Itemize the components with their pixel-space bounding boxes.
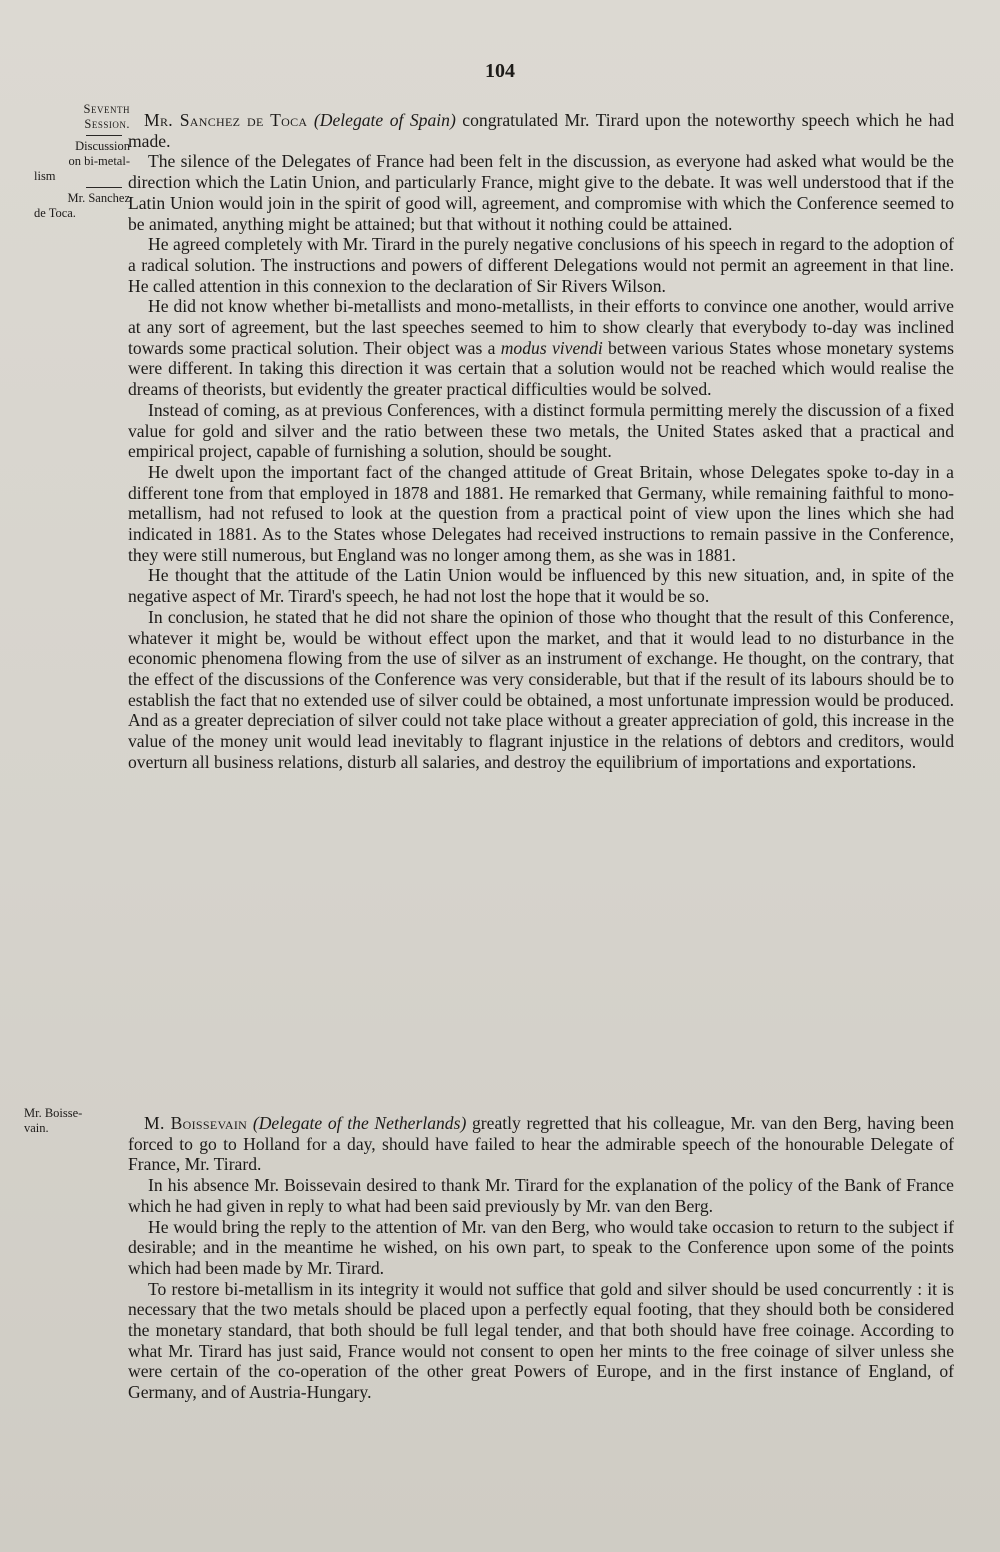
- paragraph-text: congratulated Mr. Tirard upon the noteworthy speech which he had made.: [128, 110, 954, 151]
- topic-note-line-3: lism: [34, 169, 56, 183]
- page-number: 104: [485, 60, 515, 82]
- paragraph-text: greatly regretted that his colleague, Mr. van den Berg, having been forced to go to Holland for a day, should have failed to hear the admirable speech of the honourable Delegate of France, Mr. Tirard.: [128, 1113, 954, 1175]
- margin-rule: [86, 135, 122, 136]
- paragraph: In conclusion, he stated that he did not share the opinion of those who thought that the result of this Conference, whatever it might be, would be without effect upon the market, and that it would lead to no disturbance in the economic phenomena flowing from the use of silver as an instrument of exchange. He thought, on the contrary, that the effect of the discussions of the Conference was very considerable, but that if the result of its labours should be to establish the fact that no extended use of silver could be obtained, a most unfortunate impression would be produced. And as a greater depreciation of silver could not take place without a greater appreciation of gold, this increase in the value of the money unit would lead inevitably to flagrant injustice in the relations of debtors and creditors, would overturn all business relations, disturb all salaries, and destroy the equilibrium of importations and exportations.: [128, 606, 954, 772]
- margin-notes-sanchez: [22, 102, 130, 223]
- paragraph: To restore bi-metallism in its integrity it would not suffice that gold and silver should be used concurrently : it is necessary that the two metals should be placed upon a perfectly equal footing, that they should both be considered the monetary standard, that both should be full legal tender, and that both should have free coinage. According to what Mr. Tirard has just said, France would not consent to open her mints to the free coinage of silver unless she were certain of the co-operation of the other great Powers of Europe, and in the first instance of England, of Germany, and of Austria-Hungary.: [128, 1278, 954, 1403]
- session-note: [22, 102, 130, 132]
- speaker-note-boissevain-line-2: vain.: [24, 1121, 49, 1135]
- topic-note-line-1: Discussion: [75, 139, 130, 153]
- session-note-line-1: Seventh: [83, 102, 130, 116]
- paragraph: The silence of the Delegates of France had been felt in the discussion, as everyone had asked what would be the direction which the Latin Union, and particularly France, might give to the debate. It was well understood that if the Latin Union would join in the spirit of good will, agreement, and compromise with which the Conference seemed to be animated, anything might be attained; but that without it nothing could be attained.: [128, 151, 954, 234]
- topic-note: [22, 139, 130, 184]
- paragraph: [128, 1113, 954, 1175]
- section-boissevain: [128, 1113, 954, 1403]
- paragraph-text: He did not know whether bi-metallists and mono-metallists, in their efforts to convince one another, would arrive at any sort of agreement, but the last speeches seemed to him to show clearly that everybody to-day was inclined towards some practical solution. Their object was a: [128, 296, 954, 358]
- paragraph: He would bring the reply to the attention of Mr. van den Berg, who would take occasion to return to the subject if desirable; and in the meantime he wished, on his own part, to speak to the Conference upon some of the points which had been made by Mr. Tirard.: [128, 1216, 954, 1278]
- speaker-role: (Delegate of Spain): [313, 110, 456, 130]
- speaker-note-boissevain: [24, 1106, 104, 1136]
- paragraph: He thought that the attitude of the Latin Union would be influenced by this new situation, and, in spite of the negative aspect of Mr. Tirard's speech, he had not lost the hope that it would be so.: [128, 565, 954, 607]
- italic-phrase: modus vivendi: [500, 337, 603, 358]
- paragraph-text: between various States whose monetary systems were different. In taking this direction it was certain that a solution would not be reached which would realise the dreams of theorists, but evidently the greater practical difficulties would be solved.: [128, 337, 955, 400]
- paragraph: [128, 296, 954, 400]
- topic-note-line-2: on bi-metal-: [68, 154, 130, 168]
- speaker-note-sanchez: [22, 191, 130, 221]
- speaker-note-sanchez-line-1: Mr. Sanchez: [67, 191, 130, 205]
- paragraph: Instead of coming, as at previous Conferences, with a distinct formula permitting merely the discussion of a fixed value for gold and silver and the ratio between these two metals, the United States asked that a practical and empirical project, capable of furnishing a solution, should be sought.: [128, 399, 954, 462]
- paragraph: In his absence Mr. Boissevain desired to thank Mr. Tirard for the explanation of the policy of the Bank of France which he had given in reply to what had been said previously by Mr. van den Berg.: [128, 1175, 954, 1216]
- speaker-note-sanchez-line-2: de Toca.: [34, 206, 76, 220]
- speaker-name: Mr. Sanchez de Toca: [144, 110, 308, 130]
- speaker-name: M. Boissevain: [144, 1113, 248, 1133]
- margin-rule: [86, 187, 122, 188]
- session-note-line-2: Session.: [84, 117, 130, 131]
- paragraph: [128, 110, 954, 151]
- speaker-role: (Delegate of the Netherlands): [252, 1113, 467, 1133]
- section-sanchez: [128, 110, 954, 773]
- speaker-note-boissevain-line-1: Mr. Boisse-: [24, 1106, 83, 1120]
- paragraph: He dwelt upon the important fact of the changed attitude of Great Britain, whose Delegates spoke to-day in a different tone from that employed in 1878 and 1881. He remarked that Germany, while remaining faithful to mono-metallism, had not refused to look at the question from a practical point of view upon the lines which she had indicated in 1881. As to the States whose Delegates had received instructions to remain passive in the Conference, they were still numerous, but England was no longer among them, as she was in 1881.: [128, 461, 954, 565]
- paragraph: He agreed completely with Mr. Tirard in the purely negative conclusions of his speech in regard to the adoption of a radical solution. The instructions and powers of different Delegations would not permit an agreement in that line. He called attention in this connexion to the declaration of Sir Rivers Wilson.: [128, 234, 954, 296]
